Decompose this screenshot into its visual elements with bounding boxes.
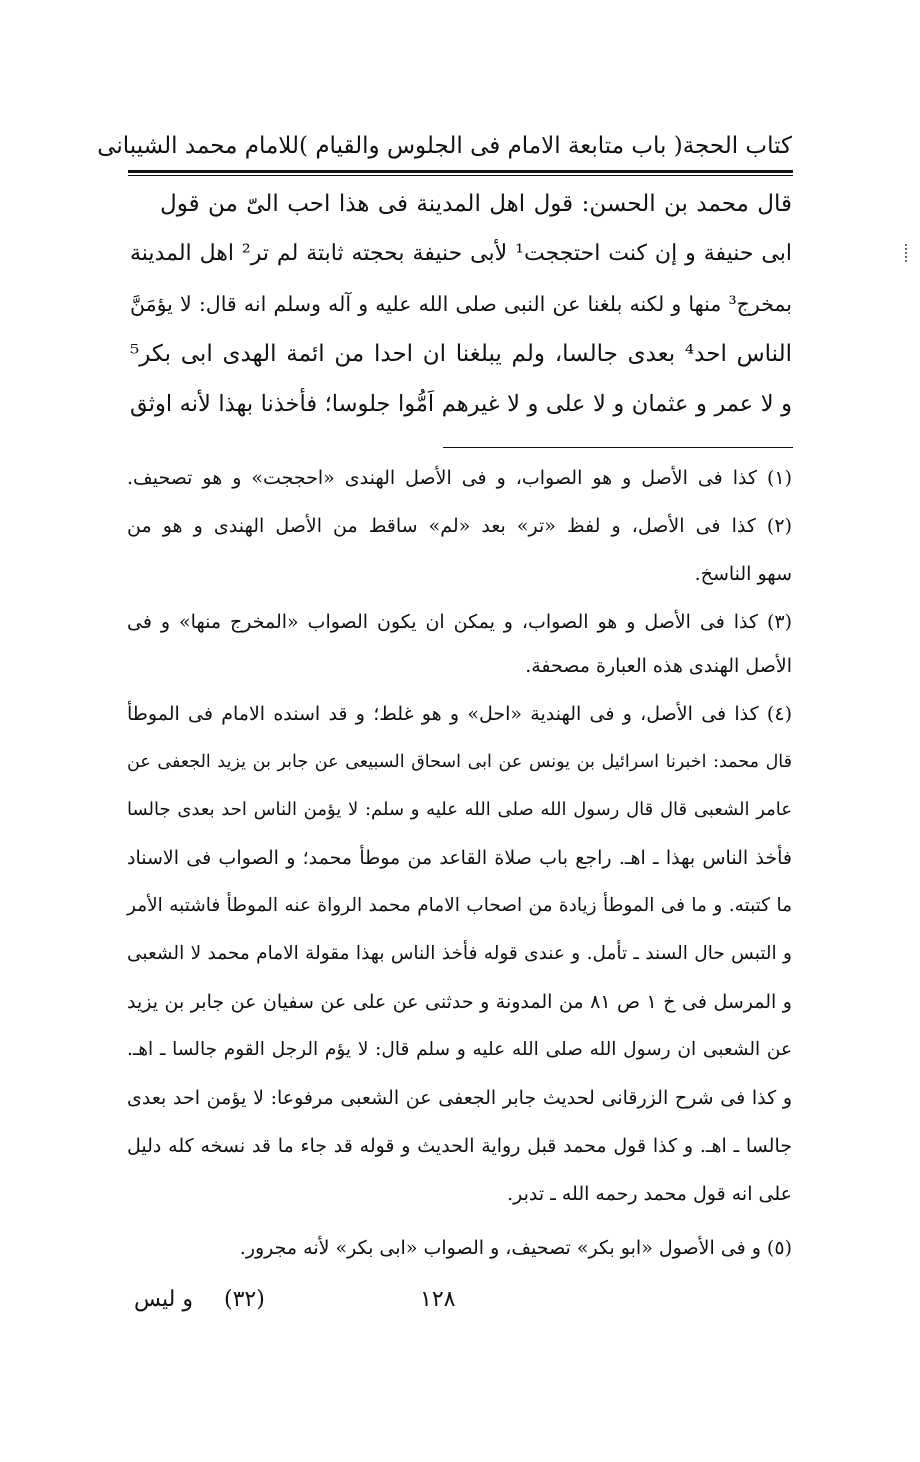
main-text-line: قال محمد بن الحسن: قول اهل المدينة فى هذا احب الىّ من قول bbox=[160, 191, 792, 217]
footnote-line: فأخذ الناس بهذا ـ اهـ. راجع باب صلاة القاعد من موطأ محمد؛ و الصواب فى الاسناد bbox=[127, 847, 792, 869]
running-header bbox=[97, 122, 792, 170]
footnote-line: عن الشعبى ان رسول الله صلى الله عليه و سلم قال: لا يؤم الرجل القوم جالسا ـ اهـ. bbox=[127, 1039, 792, 1060]
catchword: و ليس bbox=[134, 1287, 194, 1312]
footnote-line: سهو الناسخ. bbox=[694, 563, 792, 585]
main-text-line: و لا عمر و عثمان و لا على و لا غيرهم اَمُّوا جلوسا؛ فأخذنا بهذا لأنه اوثق bbox=[130, 391, 792, 417]
footnote-line: (٤) كذا فى الأصل، و فى الهندية «احل» و هو غلط؛ و قد اسنده الامام فى الموطأ bbox=[127, 703, 792, 725]
footnote-line: و كذا فى شرح الزرقانى لحديث جابر الجعفى عن الشعبى مرفوعا: لا يؤمن احد بعدى bbox=[127, 1087, 792, 1109]
chapter-title: ( باب متابعة الامام فى الجلوس والقيام ) bbox=[299, 133, 683, 159]
margin-mark bbox=[905, 244, 910, 262]
footnote-line: (١) كذا فى الأصل و هو الصواب، و فى الأصل الهندى «احججت» و هو تصحيف. bbox=[127, 467, 792, 489]
footnote-line: (٢) كذا فى الأصل، و لفظ «تر» بعد «لم» ساقط من الأصل الهندى و هو من bbox=[127, 515, 792, 537]
main-text-line: بمخرج³ منها و لكنه بلغنا عن النبى صلى الله عليه و آله وسلم انه قال: لا يؤمَنَّ bbox=[130, 292, 792, 316]
footnote-line: الأصل الهندى هذه العبارة مصحفة. bbox=[525, 655, 792, 677]
footnote-line: جالسا ـ اهـ. و كذا قول محمد قبل رواية الحديث و قوله قد جاء ما قد نسخه كله دليل bbox=[127, 1135, 792, 1157]
page-number: ١٢٨ bbox=[420, 1287, 456, 1312]
footnote-line: و التبس حال السند ـ تأمل. و عندى قوله فأخذ الناس بهذا مقولة الامام محمد لا الشعبى bbox=[127, 943, 792, 964]
footnote-line: قال محمد: اخبرنا اسرائيل بن يونس عن ابى اسحاق السبيعى عن جابر بن يزيد الجعفى عن bbox=[127, 752, 792, 772]
footnote-line: (٣) كذا فى الأصل و هو الصواب، و يمكن ان يكون الصواب «المخرج منها» و فى bbox=[127, 611, 792, 633]
footnote-line: و المرسل فى خ ١ ص ٨١ من المدونة و حدثنى عن على عن سفيان عن جابر بن يزيد bbox=[127, 991, 792, 1013]
footnote-line: (٥) و فى الأصول «ابو بكر» تصحيف، و الصواب «ابى بكر» لأنه مجرور. bbox=[239, 1237, 792, 1259]
main-text-line: الناس احد⁴ بعدى جالسا، ولم يبلغنا ان احدا من ائمة الهدى ابى بكر⁵ bbox=[130, 341, 792, 367]
header-rule bbox=[128, 170, 793, 173]
book-title: كتاب الحجة bbox=[682, 133, 792, 159]
footnote-line: عامر الشعبى قال قال رسول الله صلى الله عليه و سلم: لا يؤمن الناس احد بعدى جالسا bbox=[127, 799, 792, 820]
main-text-line: ابى حنيفة و إن كنت احتججت¹ لأبى حنيفة بحجته ثابتة لم تر² اهل المدينة bbox=[130, 241, 793, 266]
footnote-line: على انه قول محمد رحمه الله ـ تدبر. bbox=[507, 1183, 792, 1205]
footnote-line: ما كتبته. و ما فى الموطأ زيادة من اصحاب الامام محمد الرواة عنه الموطأ فاشتبه الأمر bbox=[127, 895, 792, 916]
footnote-separator bbox=[443, 447, 793, 448]
signature-mark: (٣٢) bbox=[224, 1287, 265, 1312]
author-name: للامام محمد الشيبانى bbox=[97, 133, 300, 159]
header-rule-thin bbox=[128, 175, 793, 176]
